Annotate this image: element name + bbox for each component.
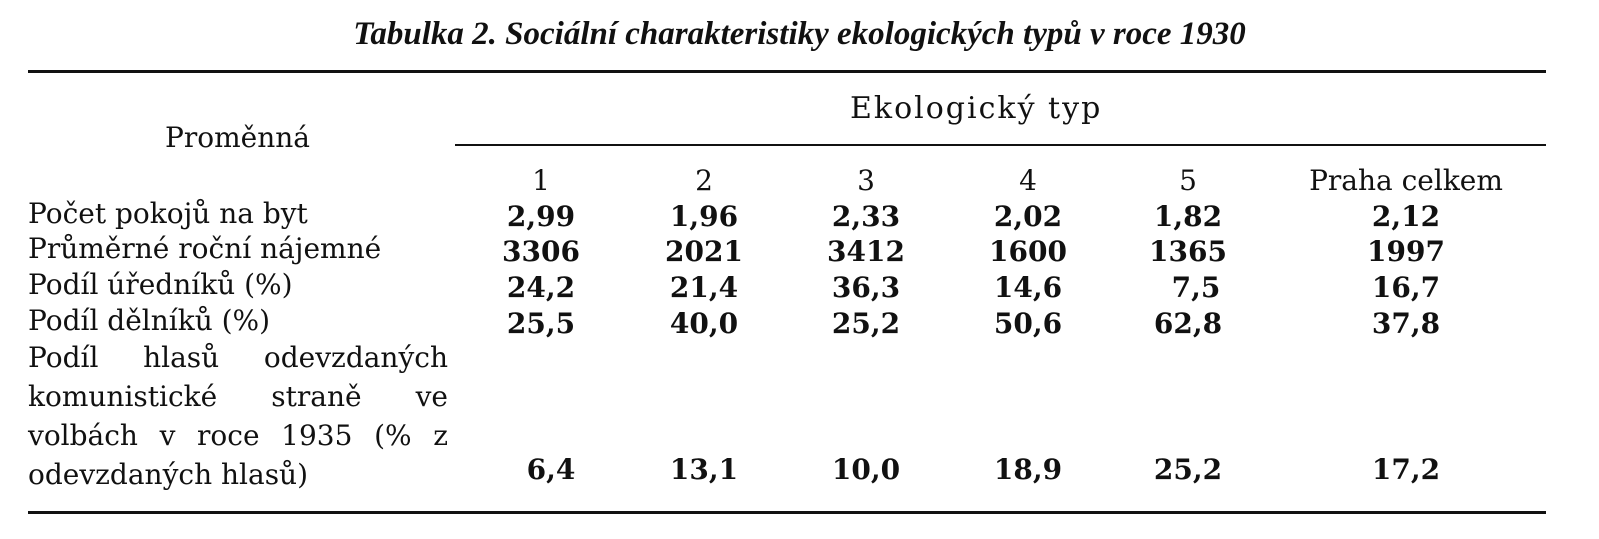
- spanner-header: Ekologický typ: [850, 91, 1103, 126]
- table-cell: 1365: [1149, 235, 1227, 268]
- table-cell: 6,4: [526, 453, 576, 486]
- row-label-workers: Podíl dělníků (%): [28, 304, 271, 337]
- table-cell: 7,5: [1171, 271, 1221, 304]
- table-cell: 24,2: [506, 271, 576, 304]
- table-cell: 25,2: [1153, 453, 1223, 486]
- table-cell: 36,3: [831, 271, 901, 304]
- table-cell: 37,8: [1371, 307, 1441, 340]
- table-caption: Tabulka 2. Sociální charakteristiky ekologických typů v roce 1930: [353, 16, 1246, 52]
- table-cell: 2,02: [993, 200, 1063, 233]
- table-cell: 13,1: [669, 453, 739, 486]
- stub-header: Proměnná: [165, 121, 310, 154]
- column-header-1: 1: [532, 164, 550, 197]
- table-cell: 25,5: [506, 307, 576, 340]
- table-cell: 3412: [827, 235, 905, 268]
- row-label-rent: Průměrné roční nájemné: [28, 232, 382, 265]
- table-cell: 25,2: [831, 307, 901, 340]
- table-cell: 17,2: [1371, 453, 1441, 486]
- column-header-4: 4: [1019, 164, 1037, 197]
- table-cell: 16,7: [1371, 271, 1441, 304]
- table-cell: 40,0: [669, 307, 739, 340]
- table-cell: 2,99: [506, 200, 576, 233]
- table-cell: 1,82: [1153, 200, 1223, 233]
- column-header-3: 3: [857, 164, 875, 197]
- table-cell: 2,33: [831, 200, 901, 233]
- table-cell: 62,8: [1153, 307, 1223, 340]
- spanner-rule: [455, 144, 1546, 146]
- row-label-rooms: Počet pokojů na byt: [28, 197, 308, 230]
- top-rule: [28, 70, 1546, 73]
- column-header-praha: Praha celkem: [1309, 164, 1503, 197]
- table-cell: 50,6: [993, 307, 1063, 340]
- table-cell: 1997: [1367, 235, 1445, 268]
- table-cell: 1600: [989, 235, 1067, 268]
- column-header-5: 5: [1179, 164, 1197, 197]
- column-header-2: 2: [695, 164, 713, 197]
- table-cell: 14,6: [993, 271, 1063, 304]
- table-cell: 1,96: [669, 200, 739, 233]
- table-cell: 18,9: [993, 453, 1063, 486]
- table-cell: 2021: [665, 235, 743, 268]
- row-label-communist-votes: Podíl hlasů odevzdaných komunistické straně ve volbách v roce 1935 (% z odevzdaných hlasů): [28, 341, 448, 491]
- table-cell: 3306: [502, 235, 580, 268]
- row-label-officials: Podíl úředníků (%): [28, 268, 293, 301]
- table-cell: 2,12: [1371, 200, 1441, 233]
- table-cell: 21,4: [669, 271, 739, 304]
- table-cell: 10,0: [831, 453, 901, 486]
- bottom-rule: [28, 511, 1546, 514]
